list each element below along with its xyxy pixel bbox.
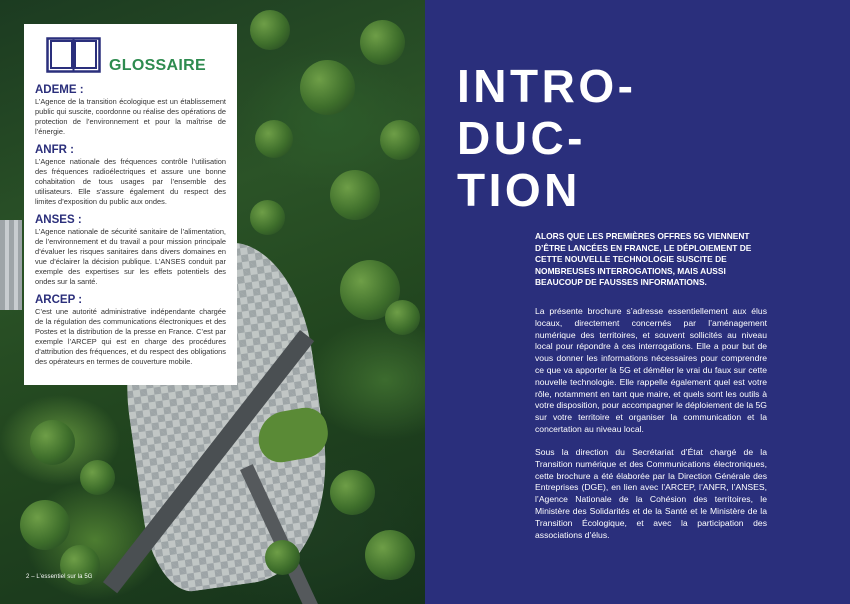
tree — [385, 300, 420, 335]
glossary-entry — [35, 294, 226, 367]
tree — [330, 170, 380, 220]
tree — [250, 10, 290, 50]
intro-paragraph: Sous la direction du Secrétariat d’État chargé de la Transition numérique et des Communications électroniques, cette brochure a été élaborée par la Direction Générale des Entreprises (DGE), en lien avec l’ARCEP, l’ANFR, l’ANSES, l’Agence Nationale de la Cohésion des territoires, le Ministère des Solidarités et de la Santé et le Ministère de la Transition Écologique, et avec la participation des associations d’élus. — [535, 447, 767, 540]
tree — [360, 20, 405, 65]
tree — [300, 60, 355, 115]
glossary-definition: L’Agence nationale de sécurité sanitaire de l’alimentation, de l’environnement et du travail a pour mission principale d’évaluer les risques sanitaires dans divers domaines en vue d’éclairer la décision publique. L’ANSES conduit par exemple des expertises sur les effets potentiels des ondes sur la santé. — [35, 227, 226, 286]
tree — [250, 200, 285, 235]
intro-title-line: TION — [457, 164, 581, 216]
tree — [365, 530, 415, 580]
glossary-definition: L’Agence de la transition écologique est un établissement public qui suscite, coordonne ou réalise des opérations de protection de l’environnement et pour la maîtrise de l’énergie. — [35, 97, 226, 136]
glossary-definition: L’Agence nationale des fréquences contrôle l’utilisation des fréquences radioélectriques et assure une bonne cohabitation de tous usages par l’ensemble des utilisateurs. Elle s’assure également du respect des limites d’exposition du public aux ondes. — [35, 157, 226, 206]
glossary-term: ARCEP : — [35, 294, 83, 306]
tree — [30, 420, 75, 465]
building-roof — [0, 220, 22, 310]
book-icon — [46, 37, 101, 73]
tree — [20, 500, 70, 550]
glossary-card — [24, 24, 237, 385]
page-footer: 2 – L’essentiel sur la 5G — [26, 574, 93, 580]
intro-title-line: INTRO- — [457, 60, 637, 112]
introduction-page — [425, 0, 850, 604]
glossary-header — [35, 24, 226, 84]
intro-lead: ALORS QUE LES PREMIÈRES OFFRES 5G VIENNENT D’ÊTRE LANCÉES EN FRANCE, LE DÉPLOIEMENT DE CETTE NOUVELLE TECHNOLOGIE SUSCITE DE NOMBREUSES INTERROGATIONS, MAIS AUSSI BEAUCOUP DE FAUSSES INFORMATIONS. — [535, 231, 752, 288]
tree — [255, 120, 293, 158]
glossary-entry — [35, 214, 226, 287]
glossary-term: ANFR : — [35, 144, 74, 156]
tree — [330, 470, 375, 515]
glossary-term: ADEME : — [35, 84, 84, 96]
tree — [265, 540, 300, 575]
glossary-term: ANSES : — [35, 214, 82, 226]
glossary-entry — [35, 84, 226, 137]
intro-title — [457, 60, 636, 216]
tree — [80, 460, 115, 495]
glossary-entry — [35, 144, 226, 207]
intro-paragraph: La présente brochure s’adresse essentiellement aux élus locaux, directement concernés par l’aménagement numérique des territoires, et souvent sollicités au niveau local pour répondre à ces interrogations. Elle a pour but de vous donner les informations nécessaires pour comprendre ce que va apporter la 5G et démêler le vrai du faux sur cette nouvelle technologie. Elle rappelle également quel est votre rôle, notamment en tant que maire, et quels sont les outils à votre disposition, pour accompagner le déploiement de la 5G sur votre territoire et organiser la communication et la concertation au niveau local. — [535, 306, 767, 434]
tree — [380, 120, 420, 160]
glossary-title: GLOSSAIRE — [109, 57, 206, 74]
glossary-definition: C’est une autorité administrative indépendante chargée de la régulation des communications électroniques et des Postes et la distribution de la presse en France. C’est par exemple l’ARCEP qui est en charge des procédures d’attribution des fréquences, et du respect des obligations des opérateurs en termes de couverture mobile. — [35, 307, 226, 366]
intro-title-line: DUC- — [457, 112, 586, 164]
